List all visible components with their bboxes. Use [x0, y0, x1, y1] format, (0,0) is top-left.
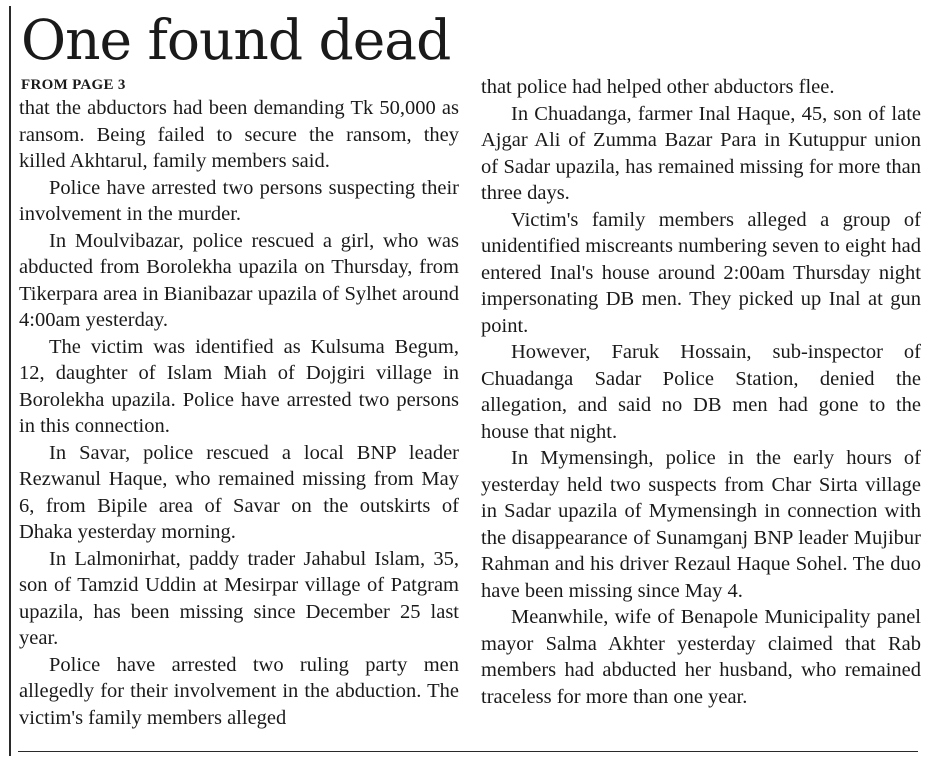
paragraph: Police have arrested two ruling party men allegedly for their involvement in the abduction. The victim's family members alleged	[19, 653, 459, 729]
paragraph: In Savar, police rescued a local BNP leader Rezwanul Haque, who remained missing from May 6, from Bipile area of Savar on the outskirts of Dhaka yesterday morning.	[19, 441, 459, 543]
paragraph: that police had helped other abductors flee.	[481, 76, 835, 98]
paragraph: In Chuadanga, farmer Inal Haque, 45, son of late Ajgar Ali of Zumma Bazar Para in Kutuppur union of Sadar upazila, has remained missing for more than three days.	[481, 102, 921, 204]
paragraph: Police have arrested two persons suspecting their involvement in the murder.	[19, 176, 459, 225]
paragraph: In Lalmonirhat, paddy trader Jahabul Islam, 35, son of Tamzid Uddin at Mesirpar village of Patgram upazila, has been missing since December 25 last year.	[19, 547, 459, 649]
paragraph: The victim was identified as Kulsuma Begum, 12, daughter of Islam Miah of Dojgiri village in Borolekha upazila. Police have arrested two persons in this connection.	[19, 335, 459, 437]
paragraph: Meanwhile, wife of Benapole Municipality panel mayor Salma Akhter yesterday claimed that Rab members had abducted her husband, who remained traceless for more than one year.	[481, 606, 921, 708]
paragraph: In Mymensingh, police in the early hours of yesterday held two suspects from Char Sirta village in Sadar upazila of Mymensingh in connection with the disappearance of Sunamganj BNP leader Mujibur Rahman and his driver Rezaul Haque Sohel. The duo have been missing since May 4.	[481, 447, 921, 602]
bottom-rule	[18, 751, 918, 752]
paragraph: However, Faruk Hossain, sub-inspector of Chuadanga Sadar Police Station, denied the allegation, and said no DB men had gone to the house that night.	[481, 341, 921, 443]
left-column-rule	[9, 6, 11, 756]
headline: One found dead	[21, 8, 451, 72]
jump-label: FROM PAGE 3	[21, 77, 126, 93]
paragraph: In Moulvibazar, police rescued a girl, who was abducted from Borolekha upazila on Thursday, from Tikerpara area in Bianibazar upazila of Sylhet around 4:00am yesterday.	[19, 229, 459, 331]
article-column-right	[481, 74, 921, 710]
paragraph: Victim's family members alleged a group of unidentified miscreants numbering seven to eight had entered Inal's house around 2:00am Thursday night impersonating DB men. They picked up Inal at gun point.	[481, 208, 921, 337]
paragraph: that the abductors had been demanding Tk 50,000 as ransom. Being failed to secure the ransom, they killed Akhtarul, family members said.	[19, 97, 459, 172]
article-column-left	[19, 95, 459, 731]
